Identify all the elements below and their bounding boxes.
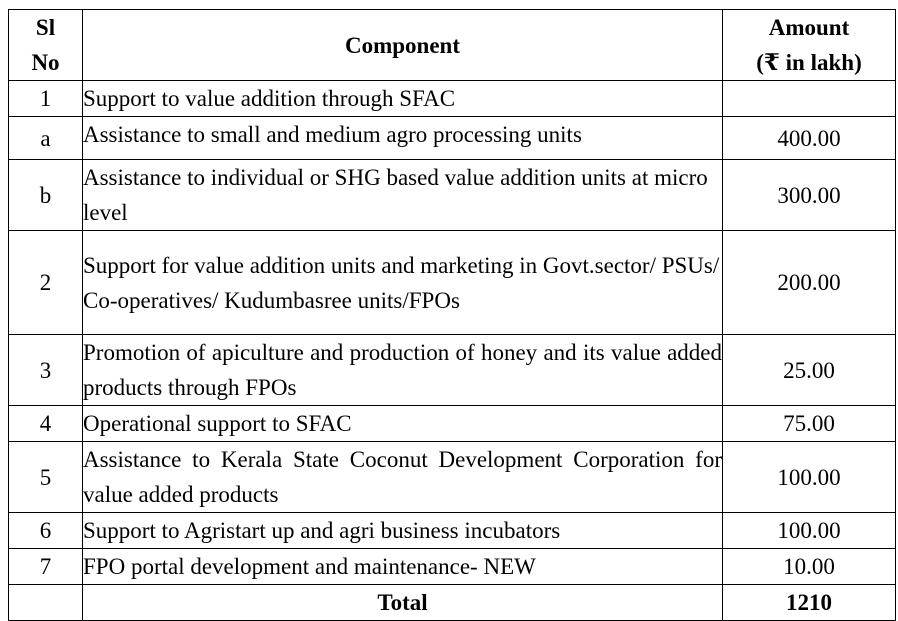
row-amount: 300.00 (723, 160, 896, 231)
total-amount: 1210 (723, 585, 896, 621)
row-component: Support to value addition through SFAC (83, 81, 723, 117)
row-sl: a (9, 117, 83, 160)
row-sl: 2 (9, 231, 83, 335)
table-row (9, 549, 896, 585)
header-amount-line1: Amount (768, 15, 850, 40)
row-amount: 200.00 (723, 231, 896, 335)
row-sl: b (9, 160, 83, 231)
row-sl: 5 (9, 442, 83, 513)
row-sl: 6 (9, 513, 83, 549)
row-component: Assistance to Kerala State Coconut Development Corporation for value added products (83, 442, 723, 513)
header-sl-line1: Sl (35, 15, 56, 40)
table-header-row (9, 10, 896, 81)
table-row (9, 160, 896, 231)
row-amount: 400.00 (723, 117, 896, 160)
row-component: Assistance to small and medium agro processing units (83, 117, 723, 160)
total-row (9, 585, 896, 621)
row-component: Assistance to individual or SHG based value addition units at micro level (83, 160, 723, 231)
row-sl: 1 (9, 81, 83, 117)
table-row (9, 231, 896, 335)
header-amount-line2: (₹ in lakh) (756, 50, 862, 75)
row-amount: 100.00 (723, 442, 896, 513)
total-label: Total (83, 585, 723, 621)
header-sl-line2: No (31, 50, 60, 75)
header-sl-no (9, 10, 83, 81)
table-row (9, 442, 896, 513)
header-component: Component (83, 10, 723, 81)
row-component: Operational support to SFAC (83, 406, 723, 442)
budget-table (8, 9, 896, 621)
table-row (9, 81, 896, 117)
table-row (9, 406, 896, 442)
table-row (9, 513, 896, 549)
header-amount (723, 10, 896, 81)
row-sl: 7 (9, 549, 83, 585)
row-amount: 100.00 (723, 513, 896, 549)
total-sl-empty (9, 585, 83, 621)
row-amount: 75.00 (723, 406, 896, 442)
table-row (9, 335, 896, 406)
row-amount (723, 81, 896, 117)
row-sl: 4 (9, 406, 83, 442)
row-component: FPO portal development and maintenance- NEW (83, 549, 723, 585)
row-component: Support for value addition units and marketing in Govt.sector/ PSUs/ Co-operatives/ Kudumbasree units/FPOs (83, 231, 723, 335)
row-amount: 25.00 (723, 335, 896, 406)
row-sl: 3 (9, 335, 83, 406)
row-component: Support to Agristart up and agri business incubators (83, 513, 723, 549)
row-component: Promotion of apiculture and production of honey and its value added products through FPOs (83, 335, 723, 406)
row-amount: 10.00 (723, 549, 896, 585)
table-row (9, 117, 896, 160)
